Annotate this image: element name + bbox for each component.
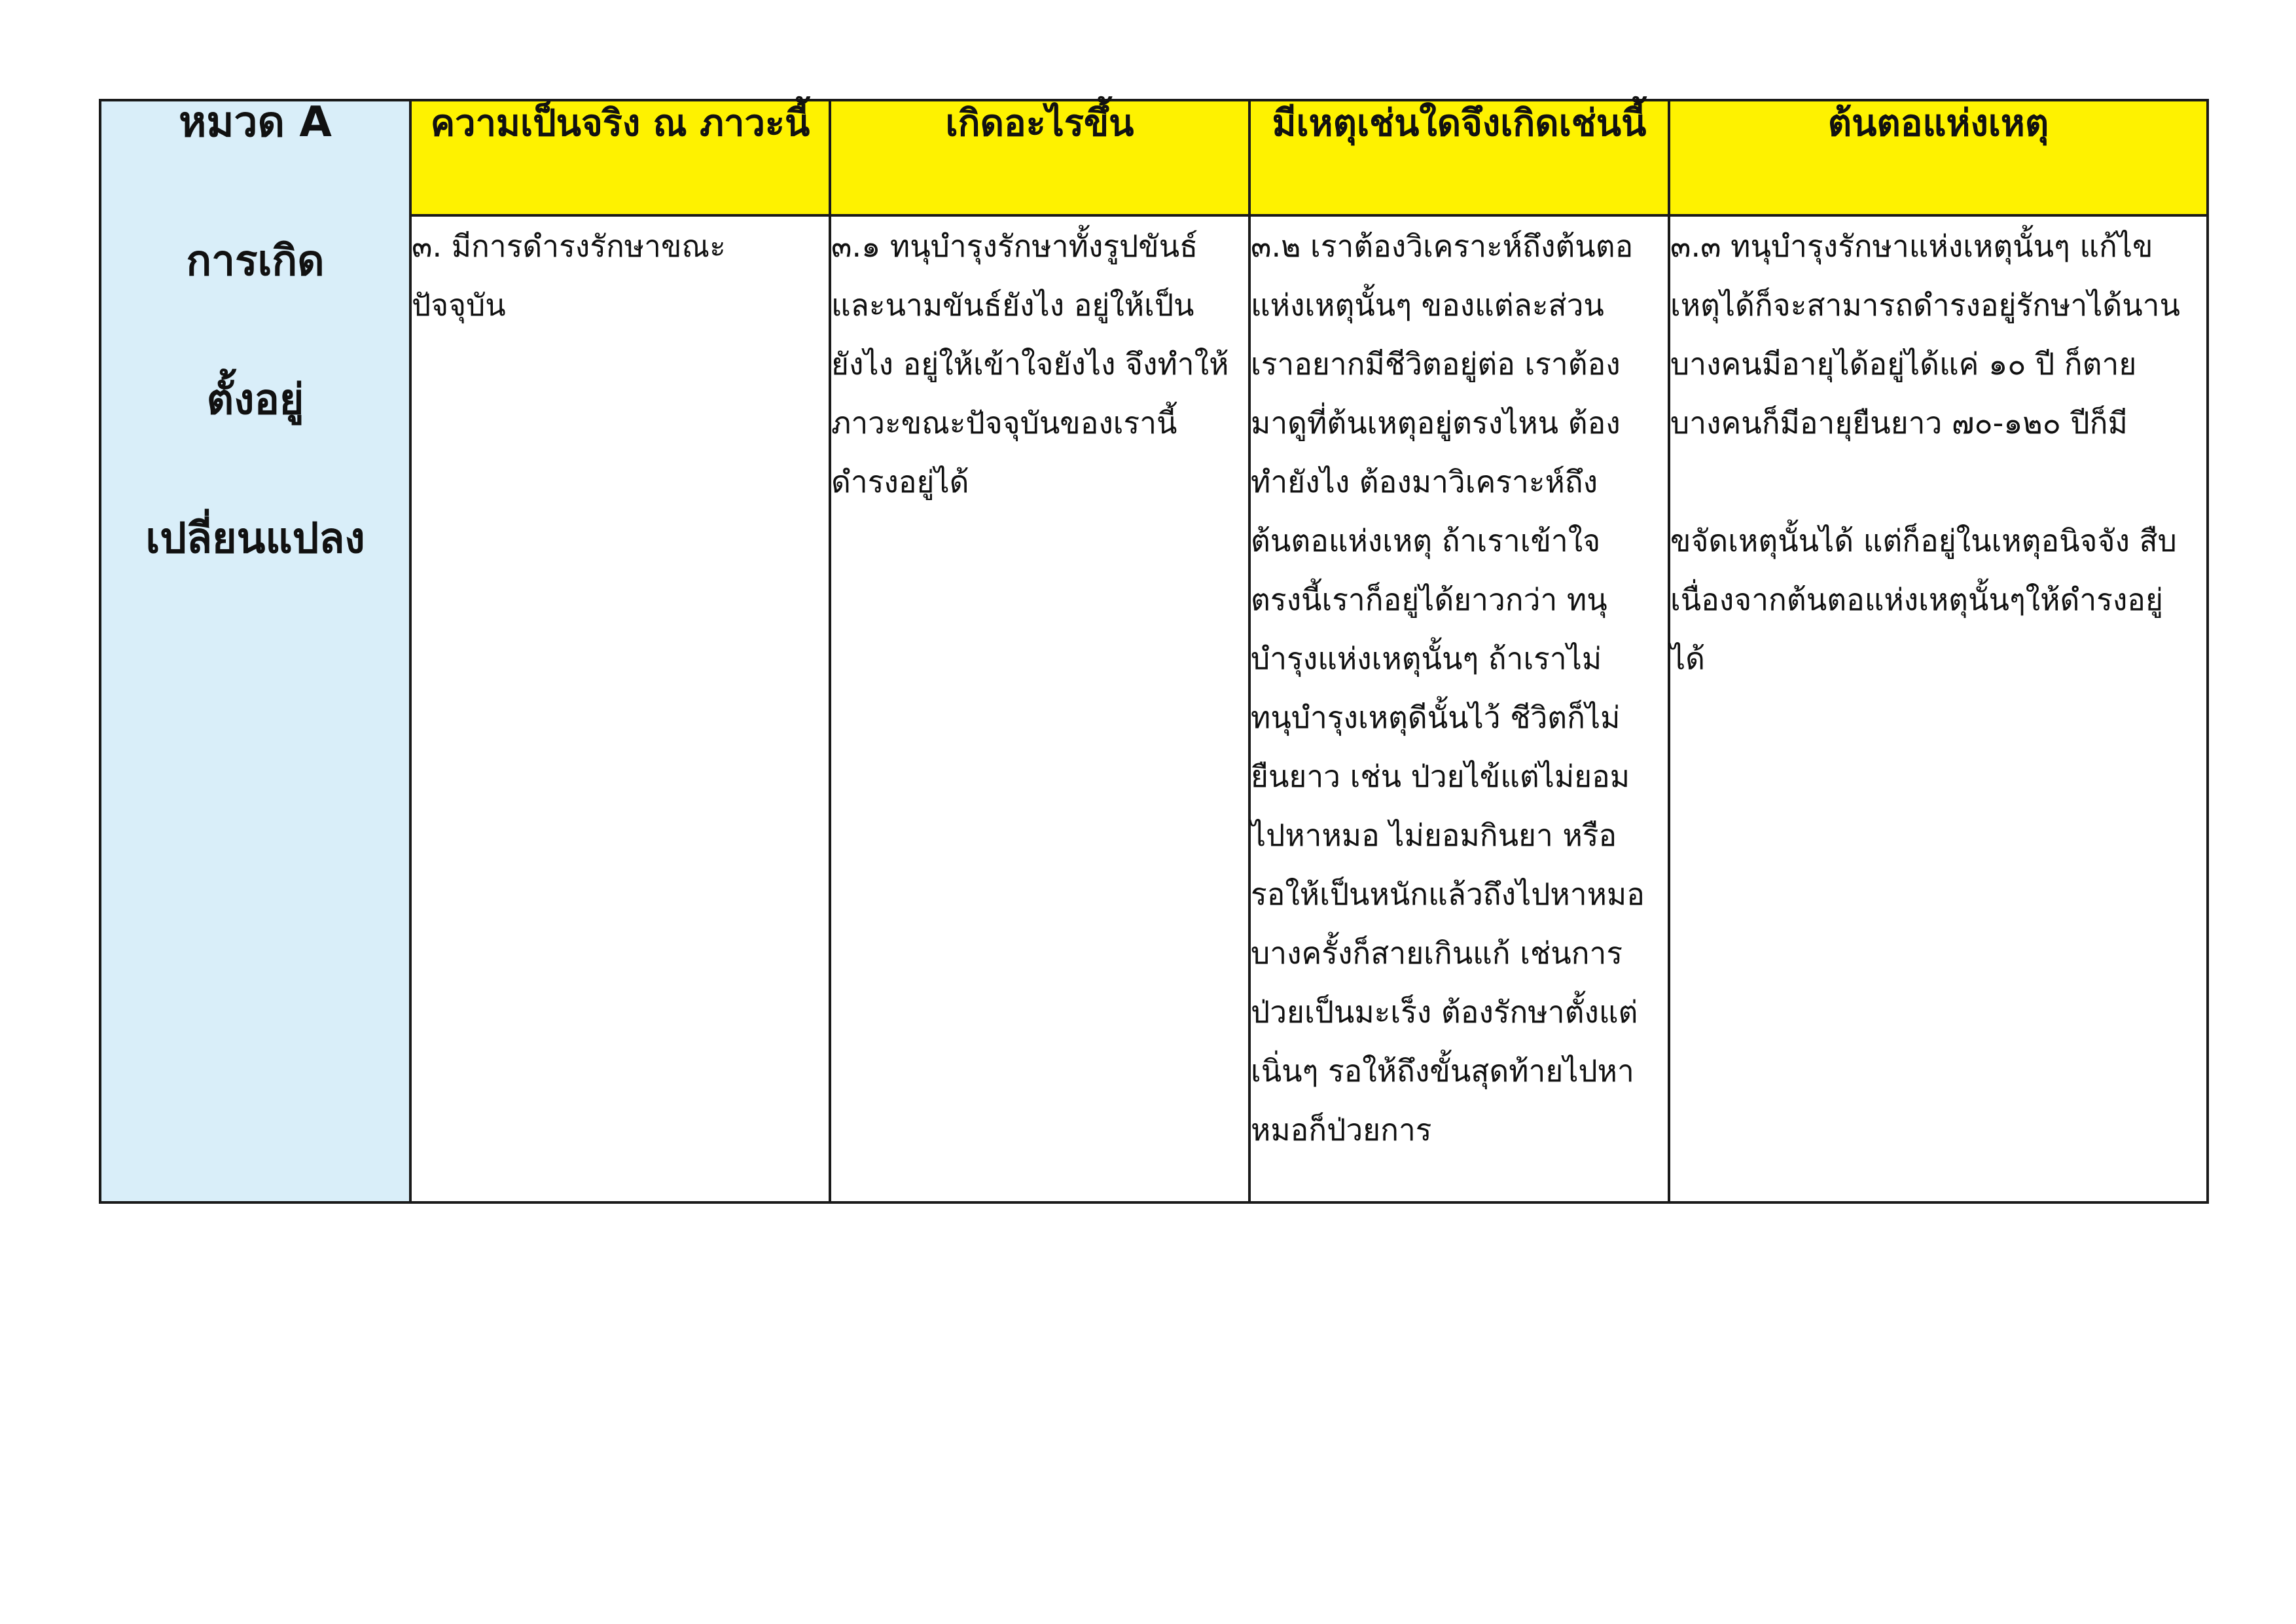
cell-reality <box>410 215 830 1202</box>
header-root-cause: ต้นตอแห่งเหตุ <box>1669 100 2208 215</box>
category-label-stack <box>101 98 409 563</box>
category-change: เปลี่ยนแปลง <box>145 514 365 563</box>
cell-cause <box>1249 215 1669 1202</box>
category-existence: ตั้งอยู่ <box>206 376 304 424</box>
cell-reality-text: ๓. มีการดำรงรักษาขณะ ปัจจุบัน <box>412 228 726 323</box>
analysis-table <box>99 99 2209 1204</box>
cell-cause-text: ๓.๒ เราต้องวิเคราะห์ถึงต้นตอ แห่งเหตุนั้นๆ ของแต่ละส่วน เราอยากมีชีวิตอยู่ต่อ เราต้อง มาดูที่ต้นเหตุอยู่ตรงไหน ต้อง ทำยังไง ต้องมาวิเคราะห์ถึง ต้นตอแห่งเหตุ ถ้าเราเข้าใจ ตรงนี้เราก็อยู่ได้ยาวกว่า ทนุ บำรุงแห่งเหตุนั้นๆ ถ้าเราไม่ ทนุบำรุงเหตุดีนั้นไว้ ชีวิตก็ไม่ ยืนยาว เช่น ป่วยไข้แต่ไม่ยอม ไปหาหมอ ไม่ยอมกินยา หรือ รอให้เป็นหนักแล้วถึงไปหาหมอ บางครั้งก็สายเกินแก้ เช่นการ ป่วยเป็นมะเร็ง ต้องรักษาตั้งแต่ เนิ่นๆ รอให้ถึงขั้นสุดท้ายไปหา หมอก็ป่วยการ <box>1251 228 1645 1147</box>
cell-root-cause-paragraph-2: ขจัดเหตุนั้นได้ แต่ก็อยู่ในเหตุอนิจจัง สืบ เนื่องจากต้นตอแห่งเหตุนั้นๆให้ดำรงอยู่ ได้ <box>1670 523 2177 676</box>
category-birth: การเกิด <box>186 237 325 285</box>
table-row <box>100 215 2208 1202</box>
document-page <box>99 99 2206 1204</box>
category-title: หมวด A <box>179 98 332 147</box>
cell-what-happened <box>830 215 1249 1202</box>
category-cell <box>100 100 410 1202</box>
header-reality: ความเป็นจริง ณ ภาวะนี้ <box>410 100 830 215</box>
cell-root-cause-paragraph-1: ๓.๓ ทนุบำรุงรักษาแห่งเหตุนั้นๆ แก้ไข เหตุได้ก็จะสามารถดำรงอยู่รักษาได้นาน บางคนมีอายุได้อยู่ได้แค่ ๑๐ ปี ก็ตาย บางคนก็มีอายุยืนยาว ๗๐-๑๒๐ ปีก็มี <box>1670 228 2180 441</box>
table-header-row <box>100 100 2208 215</box>
header-what-happened: เกิดอะไรขึ้น <box>830 100 1249 215</box>
cell-root-cause <box>1669 215 2208 1202</box>
header-cause: มีเหตุเช่นใดจึงเกิดเช่นนี้ <box>1249 100 1669 215</box>
cell-what-happened-text: ๓.๑ ทนุบำรุงรักษาทั้งรูปขันธ์ และนามขันธ์ยังไง อยู่ให้เป็น ยังไง อยู่ให้เข้าใจยังไง จึงทำให้ ภาวะขณะปัจจุบันของเรานี้ ดำรงอยู่ได้ <box>831 228 1229 499</box>
